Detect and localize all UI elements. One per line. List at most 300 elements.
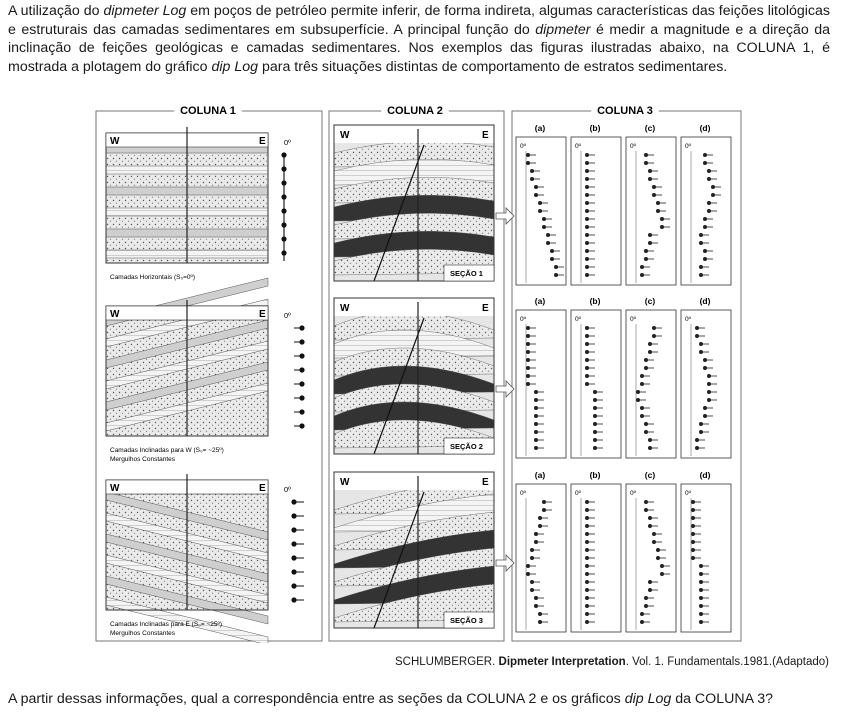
- tadpole-dot: [585, 588, 589, 592]
- tadpole-dot: [554, 265, 558, 269]
- tadpole-dot: [534, 596, 538, 600]
- col1-caption: Mergulhos Constantes: [110, 630, 176, 637]
- plot-letter: (b): [589, 123, 601, 133]
- tadpole-dot: [648, 233, 652, 237]
- tadpole-dot: [546, 241, 550, 245]
- tadpole-dot: [554, 273, 558, 277]
- tadpole-dot: [640, 382, 644, 386]
- dip-point: [299, 423, 304, 428]
- tadpole-dot: [534, 406, 538, 410]
- tadpole-dot: [699, 588, 703, 592]
- tadpole-dot: [585, 350, 589, 354]
- tadpole-dot: [644, 508, 648, 512]
- column-header: COLUNA 1: [180, 105, 236, 117]
- tadpole-dot: [530, 169, 534, 173]
- tadpole-dot: [707, 390, 711, 394]
- tadpole-dot: [652, 334, 656, 338]
- tadpole-dot: [648, 438, 652, 442]
- tadpole-dot: [585, 532, 589, 536]
- tadpole-dot: [534, 193, 538, 197]
- plot-frame: [516, 310, 566, 458]
- dip-point: [281, 208, 286, 213]
- zero-degree-label: 0º: [520, 490, 526, 497]
- caption-details: . Vol. 1. Fundamentals.1981.(Adaptado): [625, 656, 829, 668]
- tadpole-dot: [526, 334, 530, 338]
- tadpole-dot: [695, 334, 699, 338]
- dip-log-plot: [681, 484, 731, 632]
- east-label: E: [259, 483, 266, 494]
- tadpole-dot: [593, 422, 597, 426]
- zero-degree-label: 0º: [520, 316, 526, 323]
- tadpole-dot: [538, 201, 542, 205]
- dip-point: [299, 395, 304, 400]
- tadpole-dot: [691, 508, 695, 512]
- plot-frame: [571, 484, 621, 632]
- tadpole-dot: [711, 185, 715, 189]
- tadpole-dot: [648, 516, 652, 520]
- tadpole-dot: [585, 185, 589, 189]
- caption-author: SCHLUMBERGER.: [394, 656, 499, 668]
- tadpole-dot: [707, 177, 711, 181]
- col1-panel: [106, 127, 268, 263]
- tadpole-dot: [585, 169, 589, 173]
- dip-point: [281, 180, 286, 185]
- plot-frame: [681, 310, 731, 458]
- tadpole-dot: [648, 177, 652, 181]
- tadpole-dot: [585, 604, 589, 608]
- dip-point: [299, 353, 304, 358]
- tadpole-dot: [585, 334, 589, 338]
- tadpole-dot: [644, 249, 648, 253]
- zero-degree-label: 0º: [284, 485, 291, 494]
- intro-term-dipmeter-log: dipmeter Log: [103, 3, 187, 19]
- east-label: E: [482, 303, 489, 314]
- tadpole-dot: [526, 366, 530, 370]
- column-header: COLUNA 3: [597, 105, 653, 117]
- dip-point: [299, 381, 304, 386]
- question-text: [8, 691, 773, 707]
- tadpole-dot: [699, 572, 703, 576]
- question-text-1: A partir dessas informações, qual a correspondência entre as seções da COLUNA 2 e os gráficos: [8, 691, 625, 707]
- tadpole-dot: [699, 350, 703, 354]
- tadpole-dot: [648, 580, 652, 584]
- tadpole-dot: [585, 217, 589, 221]
- tadpole-dot: [530, 580, 534, 584]
- tadpole-dot: [534, 398, 538, 402]
- col1-caption: Camadas Inclinadas para E (S₀= ~25º): [110, 621, 223, 628]
- tadpole-dot: [585, 508, 589, 512]
- tadpole-dot: [585, 500, 589, 504]
- tadpole-dot: [585, 572, 589, 576]
- tadpole-dot: [644, 257, 648, 261]
- tadpole-dot: [636, 390, 640, 394]
- tadpole-dot: [585, 516, 589, 520]
- tadpole-dot: [640, 612, 644, 616]
- tadpole-dot: [691, 548, 695, 552]
- tadpole-dot: [585, 193, 589, 197]
- tadpole-dot: [542, 500, 546, 504]
- tadpole-dot: [593, 446, 597, 450]
- tadpole-dot: [534, 446, 538, 450]
- west-label: W: [340, 130, 350, 141]
- tadpole-dot: [703, 358, 707, 362]
- tadpole-dot: [585, 177, 589, 181]
- zero-degree-label: 0º: [284, 311, 291, 320]
- plot-letter: (c): [644, 470, 656, 480]
- tadpole-dot: [660, 572, 664, 576]
- plot-letter: (c): [644, 123, 656, 133]
- col1-caption: Mergulhos Constantes: [110, 456, 176, 463]
- tadpole-dot: [644, 366, 648, 370]
- tadpole-dot: [526, 342, 530, 346]
- tadpole-dot: [652, 326, 656, 330]
- dip-point: [281, 194, 286, 199]
- zero-degree-label: 0º: [685, 316, 691, 323]
- tadpole-dot: [640, 273, 644, 277]
- tadpole-dot: [703, 161, 707, 165]
- tadpole-dot: [699, 342, 703, 346]
- zero-degree-label: 0º: [685, 490, 691, 497]
- dip-log-plot: [571, 310, 621, 458]
- tadpole-dot: [699, 233, 703, 237]
- tadpole-dot: [585, 161, 589, 165]
- dip-log-plot: [681, 310, 731, 458]
- tadpole-dot: [707, 169, 711, 173]
- tadpole-dot: [530, 548, 534, 552]
- col2-section: [334, 298, 494, 454]
- tadpole-dot: [640, 374, 644, 378]
- tadpole-dot: [550, 257, 554, 261]
- tadpole-dot: [585, 358, 589, 362]
- tadpole-dot: [585, 233, 589, 237]
- tadpole-dot: [542, 217, 546, 221]
- east-label: E: [259, 309, 266, 320]
- west-label: W: [110, 136, 120, 147]
- tadpole-dot: [644, 358, 648, 362]
- tadpole-dot: [660, 217, 664, 221]
- tadpole-dot: [660, 564, 664, 568]
- tadpole-dot: [699, 612, 703, 616]
- tadpole-dot: [648, 342, 652, 346]
- dip-point: [281, 236, 286, 241]
- tadpole-dot: [703, 225, 707, 229]
- dip-log-plot: [516, 484, 566, 632]
- tadpole-dot: [699, 580, 703, 584]
- tadpole-dot: [703, 366, 707, 370]
- intro-text-1: A utilização do: [8, 3, 104, 19]
- tadpole-dot: [707, 374, 711, 378]
- dip-point: [299, 325, 304, 330]
- zero-degree-label: 0º: [575, 143, 581, 150]
- tadpole-dot: [538, 209, 542, 213]
- column-header: COLUNA 2: [387, 105, 443, 117]
- tadpole-dot: [585, 612, 589, 616]
- tadpole-dot: [703, 406, 707, 410]
- plot-letter: (a): [534, 296, 546, 306]
- tadpole-dot: [699, 604, 703, 608]
- intro-term-dipmeter: dipmeter: [535, 21, 591, 38]
- tadpole-dot: [691, 524, 695, 528]
- intro-paragraph: [8, 2, 830, 76]
- tadpole-dot: [530, 177, 534, 181]
- tadpole-dot: [526, 572, 530, 576]
- west-label: W: [340, 477, 350, 488]
- arrow-icon: [496, 208, 514, 224]
- tadpole-dot: [699, 422, 703, 426]
- tadpole-dot: [538, 524, 542, 528]
- question-term-dip-log: dip Log: [624, 691, 672, 707]
- tadpole-dot: [703, 217, 707, 221]
- tadpole-dot: [644, 422, 648, 426]
- source-caption: [395, 656, 829, 668]
- zero-degree-label: 0º: [575, 316, 581, 323]
- tadpole-dot: [644, 500, 648, 504]
- tadpole-dot: [526, 153, 530, 157]
- col1-panel: [106, 474, 268, 643]
- arrow-icon: [496, 381, 514, 397]
- tadpole-dot: [538, 612, 542, 616]
- tadpole-dot: [707, 209, 711, 213]
- zero-degree-label: 0º: [685, 143, 691, 150]
- tadpole-dot: [585, 342, 589, 346]
- tadpole-dot: [644, 161, 648, 165]
- tadpole-dot: [542, 508, 546, 512]
- intro-text-2: em poços de petróleo permite inferir, de forma indireta, algumas características das feições litológicas e estruturais das camadas sedimentares em subsuperfície. A principal função do: [8, 3, 830, 38]
- section-top: [334, 472, 494, 490]
- tadpole-dot: [640, 265, 644, 269]
- tadpole-dot: [699, 564, 703, 568]
- east-label: E: [482, 130, 489, 141]
- dip-log-plot: [571, 137, 621, 285]
- zero-degree-label: 0º: [575, 490, 581, 497]
- dip-log-plot: [516, 310, 566, 458]
- tadpole-dot: [656, 556, 660, 560]
- plot-frame: [626, 310, 676, 458]
- tadpole-dot: [707, 201, 711, 205]
- col1-caption: Camadas Horizontais (S₀=0º): [110, 274, 196, 281]
- section-top: [334, 125, 494, 143]
- tadpole-dot: [691, 516, 695, 520]
- tadpole-dot: [699, 596, 703, 600]
- tadpole-dot: [542, 225, 546, 229]
- tadpole-dot: [699, 620, 703, 624]
- section-label: SEÇÃO 2: [450, 442, 483, 451]
- plot-frame: [626, 484, 676, 632]
- section-label: SEÇÃO 3: [450, 616, 483, 625]
- tadpole-dot: [652, 185, 656, 189]
- tadpole-dot: [585, 366, 589, 370]
- tadpole-dot: [695, 326, 699, 330]
- tadpole-dot: [526, 161, 530, 165]
- plot-letter: (a): [534, 470, 546, 480]
- plot-frame: [681, 137, 731, 285]
- tadpole-dot: [593, 390, 597, 394]
- east-label: E: [259, 136, 266, 147]
- plot-frame: [516, 484, 566, 632]
- tadpole-dot: [585, 548, 589, 552]
- zero-degree-label: 0º: [520, 143, 526, 150]
- dip-point: [281, 166, 286, 171]
- tadpole-dot: [707, 382, 711, 386]
- tadpole-dot: [585, 201, 589, 205]
- tadpole-dot: [648, 524, 652, 528]
- tadpole-dot: [585, 374, 589, 378]
- tadpole-dot: [691, 540, 695, 544]
- tadpole-dot: [534, 414, 538, 418]
- tadpole-dot: [648, 241, 652, 245]
- tadpole-dot: [585, 326, 589, 330]
- caption-title: Dipmeter Interpretation: [498, 656, 626, 668]
- tadpole-dot: [648, 350, 652, 354]
- tadpole-dot: [526, 382, 530, 386]
- west-label: W: [340, 303, 350, 314]
- tadpole-dot: [534, 540, 538, 544]
- section-top: [334, 298, 494, 316]
- zero-degree-label: 0º: [284, 138, 291, 147]
- plot-frame: [571, 310, 621, 458]
- tadpole-dot: [534, 185, 538, 189]
- tadpole-dot: [636, 398, 640, 402]
- dip-log-plot: [681, 137, 731, 285]
- tadpole-dot: [652, 532, 656, 536]
- west-label: W: [110, 309, 120, 320]
- tadpole-dot: [711, 193, 715, 197]
- dip-point: [281, 152, 286, 157]
- tadpole-dot: [585, 273, 589, 277]
- tadpole-dot: [585, 620, 589, 624]
- dipmeter-figure: [94, 103, 744, 643]
- tadpole-dot: [585, 257, 589, 261]
- west-label: W: [110, 483, 120, 494]
- tadpole-dot: [660, 225, 664, 229]
- tadpole-dot: [691, 556, 695, 560]
- tadpole-dot: [585, 564, 589, 568]
- tadpole-dot: [691, 532, 695, 536]
- tadpole-dot: [585, 153, 589, 157]
- question-text-2: da COLUNA 3?: [671, 691, 773, 707]
- plot-letter: (b): [589, 470, 601, 480]
- tadpole-dot: [534, 422, 538, 426]
- tadpole-dot: [699, 265, 703, 269]
- tadpole-dot: [703, 414, 707, 418]
- tadpole-dot: [534, 390, 538, 394]
- dip-log-plot: [626, 484, 676, 632]
- tadpole-dot: [652, 540, 656, 544]
- tadpole-dot: [526, 358, 530, 362]
- tadpole-dot: [656, 209, 660, 213]
- dip-point: [281, 250, 286, 255]
- tadpole-dot: [585, 265, 589, 269]
- tadpole-dot: [585, 209, 589, 213]
- tadpole-dot: [585, 225, 589, 229]
- zero-degree-label: 0º: [630, 490, 636, 497]
- zero-degree-label: 0º: [630, 316, 636, 323]
- section-label: SEÇÃO 1: [450, 269, 483, 278]
- tadpole-dot: [550, 249, 554, 253]
- tadpole-dot: [652, 193, 656, 197]
- tadpole-dot: [585, 241, 589, 245]
- tadpole-dot: [585, 540, 589, 544]
- dip-point: [299, 409, 304, 414]
- dip-point: [281, 222, 286, 227]
- tadpole-dot: [546, 233, 550, 237]
- plot-letter: (c): [644, 296, 656, 306]
- tadpole-dot: [695, 446, 699, 450]
- tadpole-dot: [648, 446, 652, 450]
- plot-letter: (d): [699, 470, 711, 480]
- dip-point: [299, 339, 304, 344]
- tadpole-dot: [644, 604, 648, 608]
- tadpole-dot: [593, 414, 597, 418]
- tadpole-dot: [640, 620, 644, 624]
- tadpole-dot: [526, 564, 530, 568]
- arrow-icon: [496, 555, 514, 571]
- tadpole-dot: [703, 249, 707, 253]
- intro-text-4: para três situações distintas de comportamento de estratos sedimentares.: [258, 58, 728, 75]
- tadpole-dot: [534, 532, 538, 536]
- dip-log-plot: [571, 484, 621, 632]
- tadpole-dot: [538, 620, 542, 624]
- intro-term-dip-log: dip Log: [211, 58, 259, 75]
- tadpole-dot: [534, 430, 538, 434]
- tadpole-dot: [644, 430, 648, 434]
- tadpole-dot: [585, 382, 589, 386]
- plot-frame: [626, 137, 676, 285]
- tadpole-dot: [593, 438, 597, 442]
- plot-frame: [681, 484, 731, 632]
- col2-section: [334, 472, 494, 628]
- tadpole-dot: [585, 556, 589, 560]
- tadpole-dot: [526, 374, 530, 378]
- col1-panel: [106, 278, 268, 436]
- tadpole-dot: [648, 588, 652, 592]
- tadpole-dot: [530, 588, 534, 592]
- tadpole-dot: [656, 548, 660, 552]
- dip-point: [299, 367, 304, 372]
- tadpole-dot: [648, 169, 652, 173]
- tadpole-dot: [699, 430, 703, 434]
- tadpole-dot: [585, 249, 589, 253]
- plot-letter: (a): [534, 123, 546, 133]
- tadpole-dot: [644, 153, 648, 157]
- tadpole-dot: [695, 438, 699, 442]
- tadpole-dot: [703, 153, 707, 157]
- col1-caption: Camadas Inclinadas para W (S₀= ~25º): [110, 447, 224, 454]
- tadpole-dot: [644, 596, 648, 600]
- tadpole-dot: [703, 257, 707, 261]
- tadpole-dot: [593, 406, 597, 410]
- tadpole-dot: [656, 201, 660, 205]
- tadpole-dot: [526, 326, 530, 330]
- col2-section: [334, 125, 494, 281]
- tadpole-dot: [640, 414, 644, 418]
- intro-text-3: é medir a magnitude e a direção da inclinação de feições geológicas e camadas sedimentares. Nos exemplos das figuras ilustradas abaixo, na COLUNA 1, é mostrada a plotagem do gráfico: [8, 21, 830, 75]
- dip-log-plot: [516, 137, 566, 285]
- tadpole-dot: [534, 438, 538, 442]
- tadpole-dot: [699, 241, 703, 245]
- tadpole-dot: [707, 398, 711, 402]
- dip-log-plot: [626, 310, 676, 458]
- plot-letter: (d): [699, 296, 711, 306]
- east-label: E: [482, 477, 489, 488]
- tadpole-dot: [534, 604, 538, 608]
- plot-letter: (b): [589, 296, 601, 306]
- zero-degree-label: 0º: [630, 143, 636, 150]
- dip-log-plot: [626, 137, 676, 285]
- tadpole-dot: [640, 406, 644, 410]
- tadpole-dot: [585, 524, 589, 528]
- tadpole-dot: [585, 596, 589, 600]
